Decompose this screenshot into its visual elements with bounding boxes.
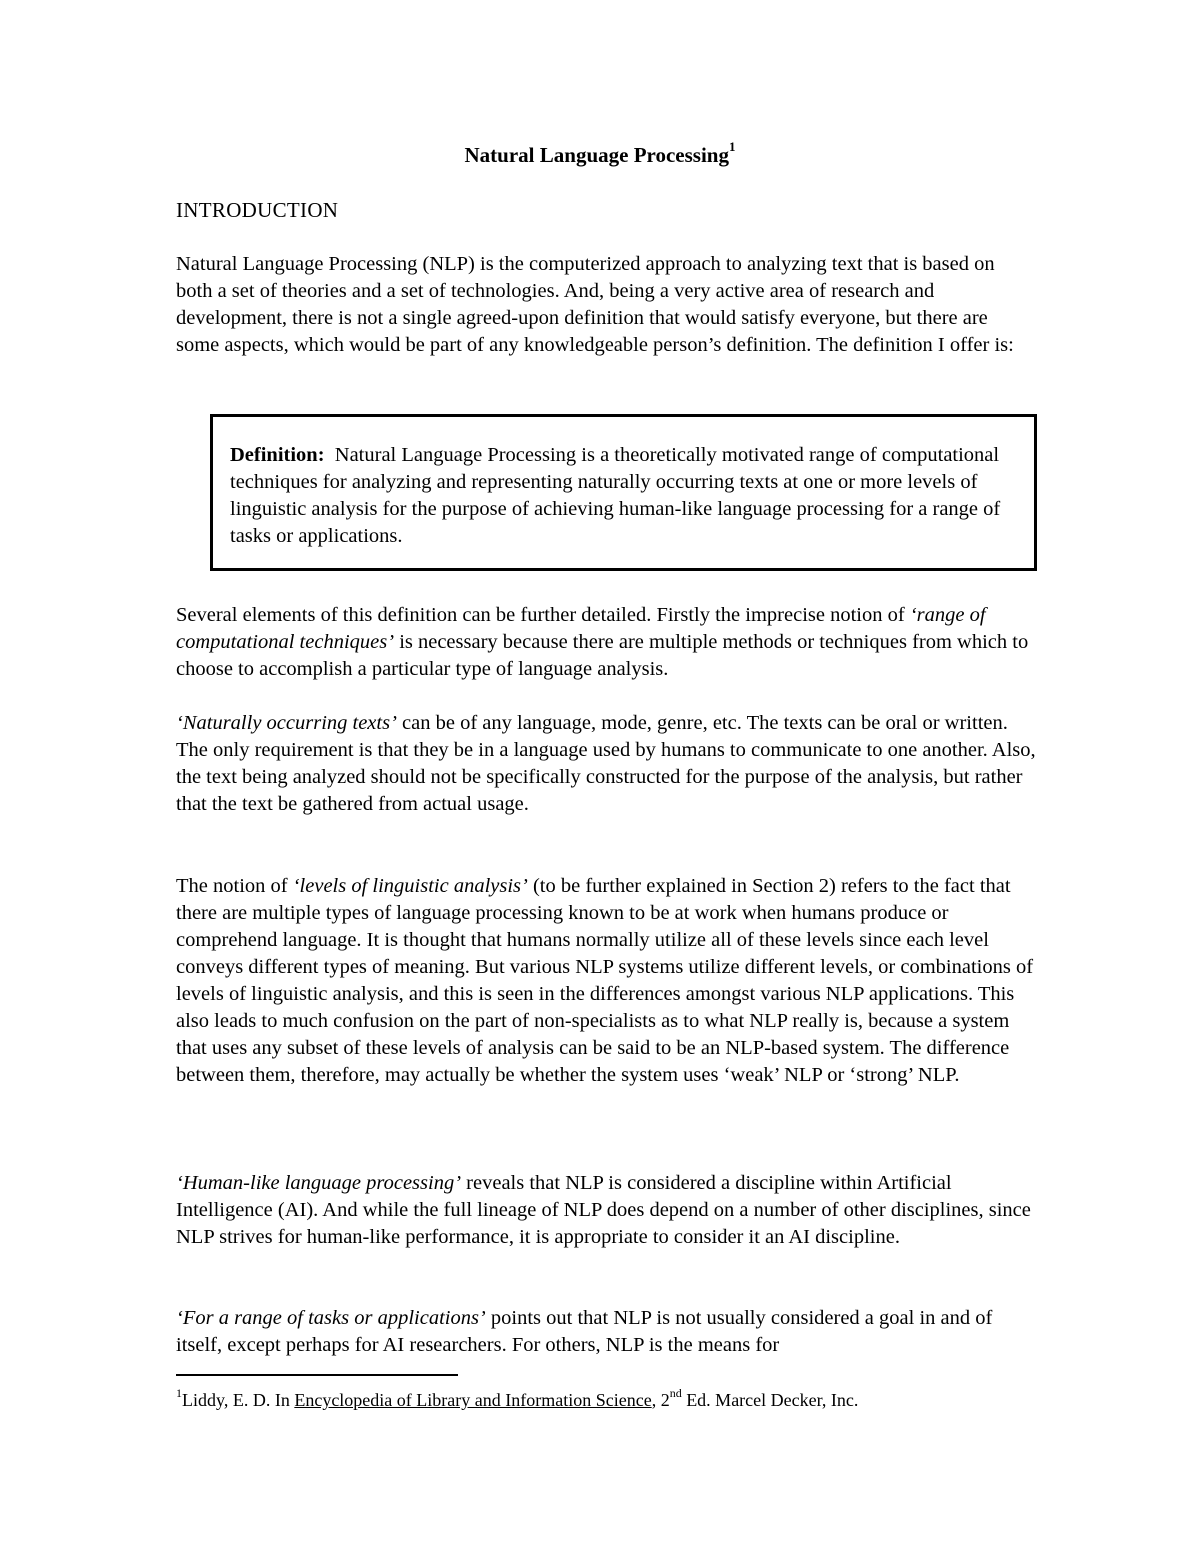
definition-paragraph xyxy=(230,442,1030,550)
paragraph-levels-of-analysis xyxy=(176,873,1036,1089)
p3-emphasis: ‘levels of linguistic analysis’ xyxy=(292,875,528,897)
p5-emphasis: ‘For a range of tasks or applications’ xyxy=(176,1307,486,1329)
p4-emphasis: ‘Human-like language processing’ xyxy=(176,1172,462,1194)
p1-before: Several elements of this definition can be further detailed. Firstly the imprecise notion of xyxy=(176,604,910,626)
title-text: Natural Language Processing xyxy=(464,143,729,167)
footnote-divider xyxy=(176,1374,458,1376)
document-title xyxy=(0,140,1200,170)
section-heading: INTRODUCTION xyxy=(176,198,339,222)
footnote-edition-number: , 2 xyxy=(651,1390,670,1410)
p4-after: reveals that NLP is considered a discipline within Artificial Intelligence (AI). And while the full lineage of NLP does depend on a number of other disciplines, since NLP strives for human-like performance, it is appropriate to consider it an AI discipline. xyxy=(176,1172,1031,1248)
p5-after: points out that NLP is not usually considered a goal in and of itself, except perhaps for AI researchers. For others, NLP is the means for xyxy=(176,1307,993,1356)
footnote-source-title: Encyclopedia of Library and Information Science xyxy=(294,1390,652,1410)
paragraph-range-of-tasks xyxy=(176,1305,1036,1359)
p1-after: is necessary because there are multiple methods or techniques from which to choose to accomplish a particular type of language analysis. xyxy=(176,631,1029,680)
intro-paragraph: Natural Language Processing (NLP) is the computerized approach to analyzing text that is based on both a set of theories and a set of technologies. And, being a very active area of research and development, there is not a single agreed-upon definition that would satisfy everyone, but there are some aspects, which would be part of any knowledgeable person’s definition. The definition I offer is: xyxy=(176,253,1014,356)
paragraph-range-of-techniques xyxy=(176,602,1036,683)
definition-label: Definition: xyxy=(230,444,325,466)
paragraph-human-like xyxy=(176,1170,1036,1251)
footnote-ordinal: nd xyxy=(669,1386,682,1400)
p3-after: (to be further explained in Section 2) refers to the fact that there are multiple types of language processing known to be at work when humans produce or comprehend language. It is thought that humans normally utilize all of these levels since each level conveys different types of meaning. But various NLP systems utilize different levels, or combinations of levels of linguistic analysis, and this is seen in the differences amongst various NLP applications. This also leads to much confusion on the part of non-specialists as to what NLP really is, because a system that uses any subset of these levels of analysis can be said to be an NLP-based system. The difference between them, therefore, may actually be whether the system uses ‘weak’ NLP or ‘strong’ NLP. xyxy=(176,875,1034,1086)
definition-text: Natural Language Processing is a theoretically motivated range of computational techniques for analyzing and representing naturally occurring texts at one or more levels of linguistic analysis for the purpose of achieving human-like language processing for a range of tasks or applications. xyxy=(230,444,1001,547)
title-footnote-mark: 1 xyxy=(728,139,736,154)
footnote-after: Ed. Marcel Decker, Inc. xyxy=(681,1390,859,1410)
definition-box xyxy=(210,414,1037,571)
p1-emphasis: ‘range of computational techniques’ xyxy=(176,604,986,653)
p2-after: can be of any language, mode, genre, etc. The texts can be oral or written. The only requirement is that they be in a language used by humans to communicate to one another. Also, the text being analyzed should not be specifically constructed for the purpose of the analysis, but rather that the text be gathered from actual usage. xyxy=(176,712,1036,815)
paragraph-naturally-occurring xyxy=(176,710,1036,818)
footnote-mark: 1 xyxy=(176,1386,182,1400)
footnote xyxy=(176,1387,1076,1413)
p3-before: The notion of xyxy=(176,875,293,897)
p2-emphasis: ‘Naturally occurring texts’ xyxy=(176,712,397,734)
footnote-before: Liddy, E. D. In xyxy=(182,1390,295,1410)
